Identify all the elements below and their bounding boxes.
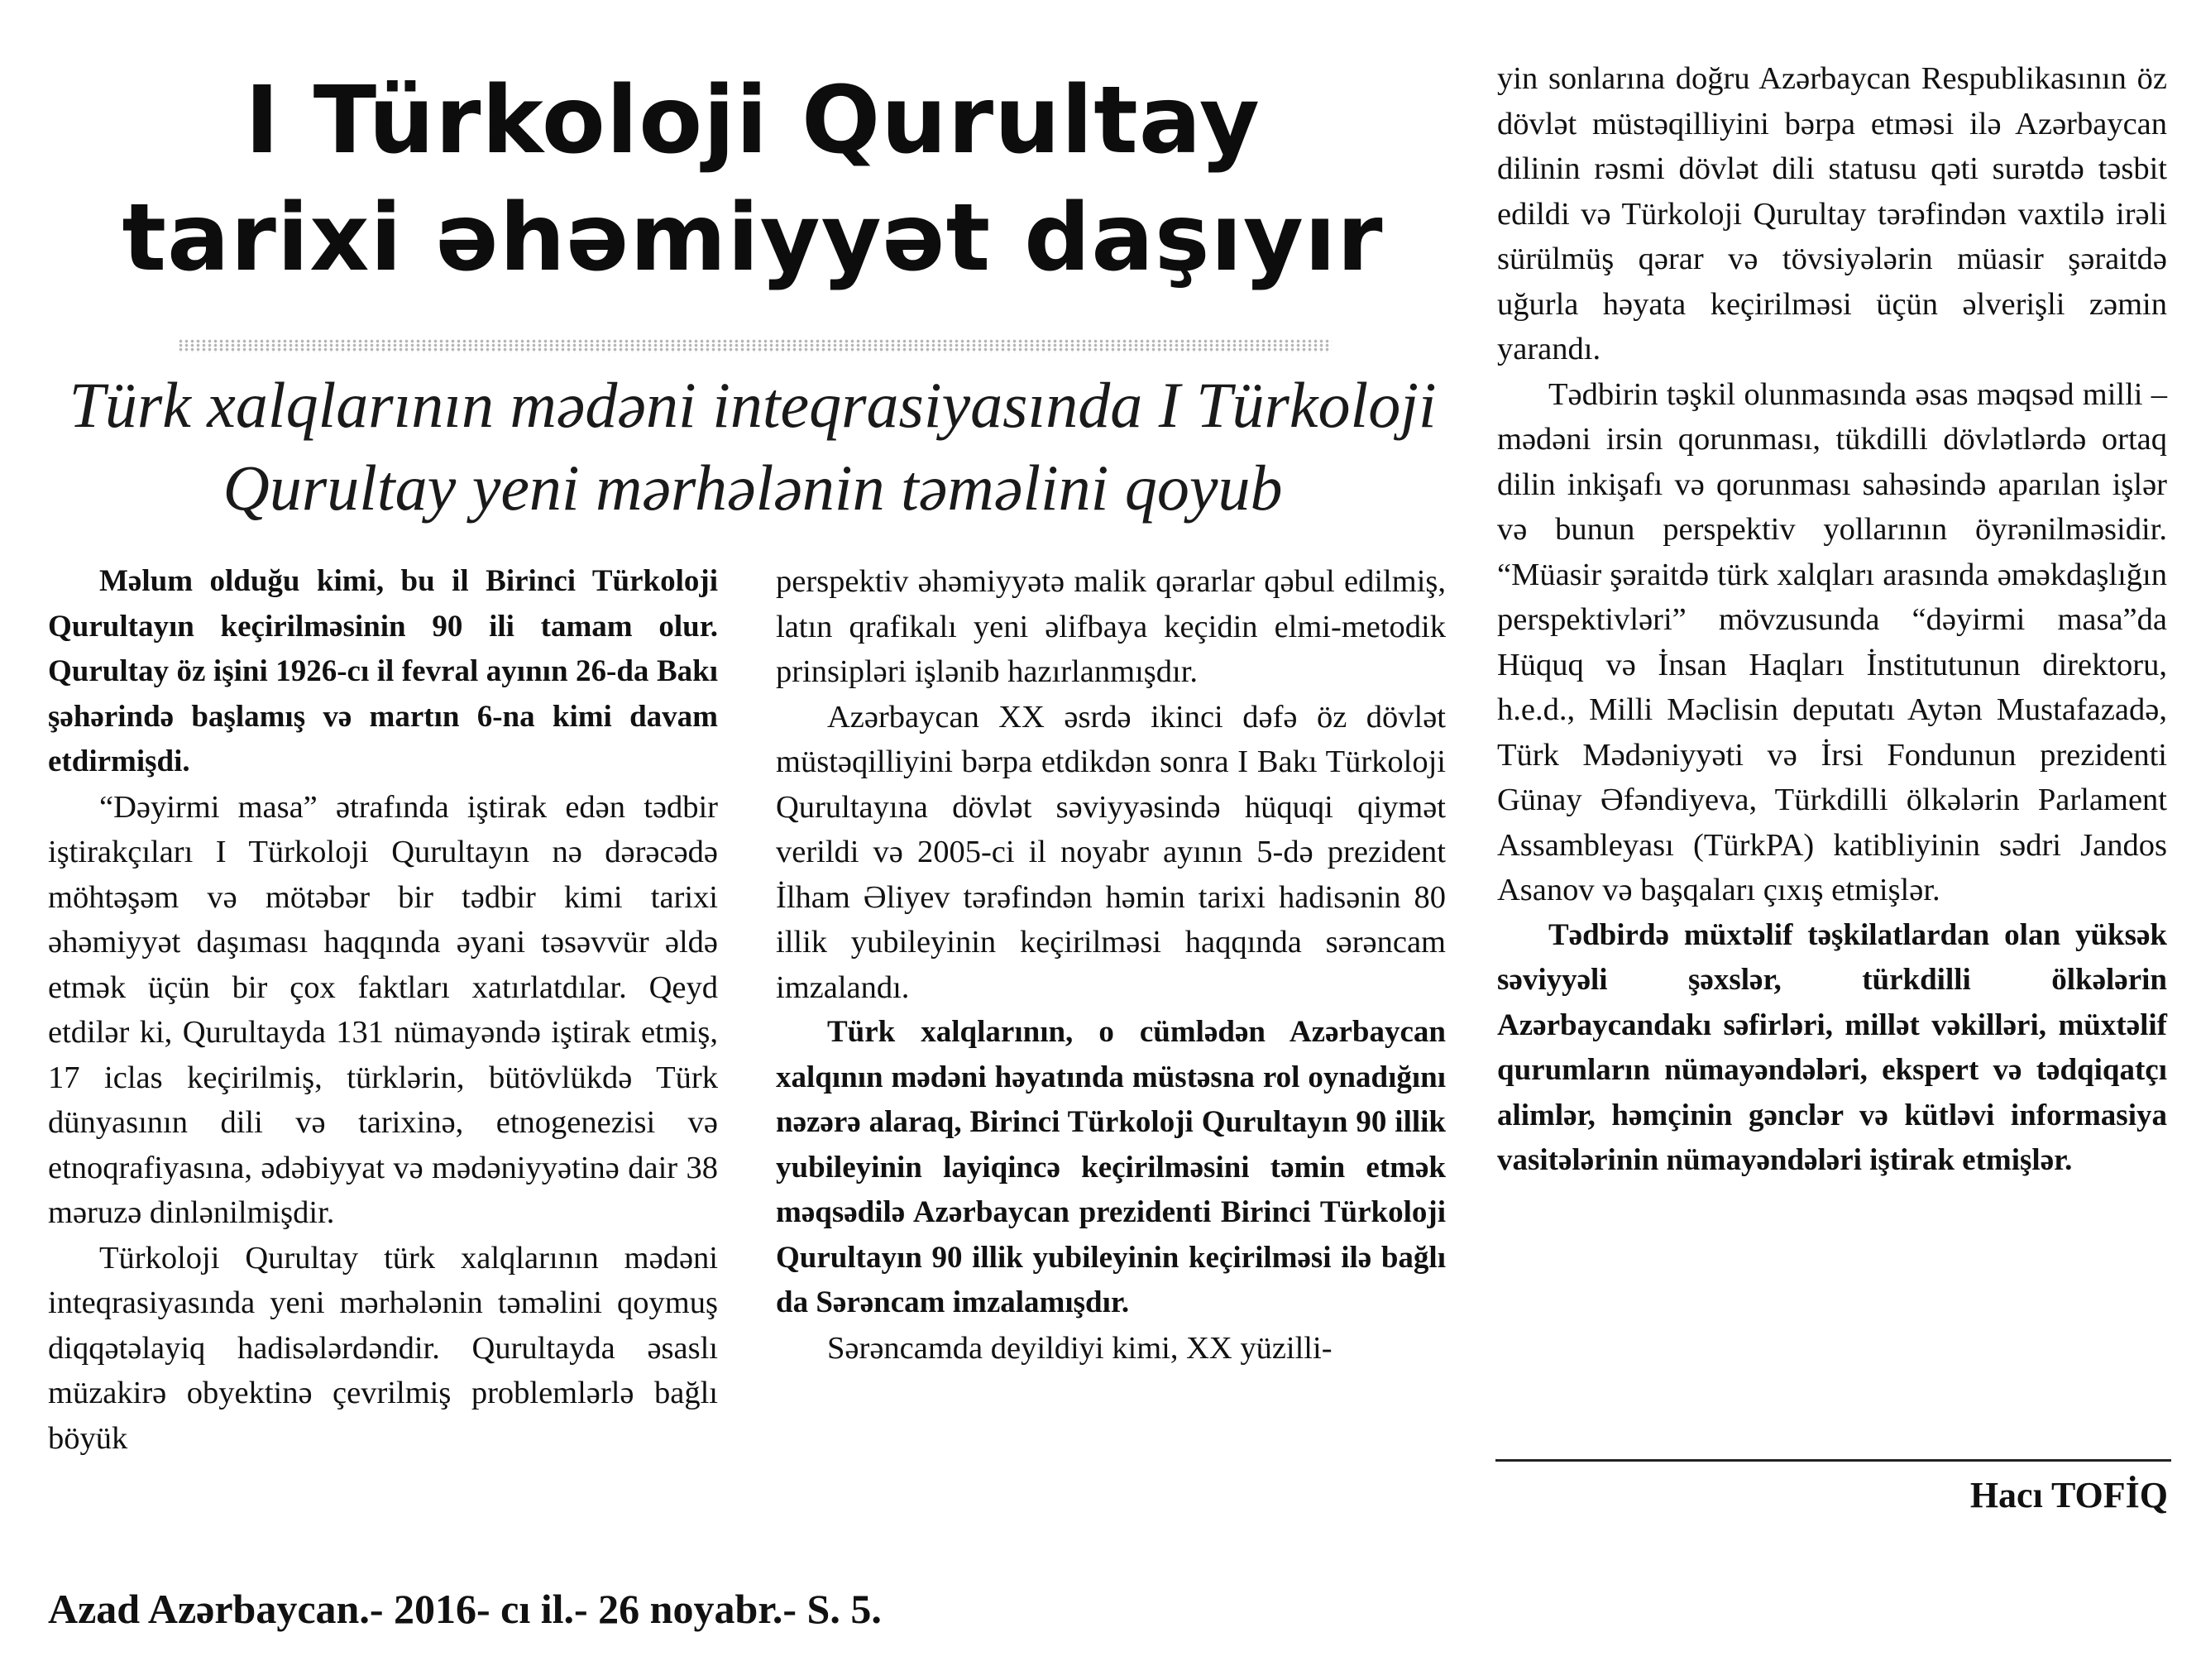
author-byline: Hacı TOFİQ xyxy=(1969,1475,2168,1515)
column-3-paragraph-1: yin sonlarına doğru Azərbaycan Respublikasının öz dövlət müstəqilliyini bərpa etməsi ilə Azərbaycan dilinin rəsmi dövlət dili statusu qəti surətdə təsbit edildi və Türkoloji Qurultay tərəfindən vaxtilə irəli sürülmüş qərar və tövsiyələrin müasir şəraitdə uğurla həyata keçirilməsi üçün əlverişli zəmin yarandı. xyxy=(1497,61,2167,366)
column-2-paragraph-3: Türk xalqlarının, o cümlədən Azərbaycan xalqının mədəni həyatında müstəsna rol oynadığını nəzərə alaraq, Birinci Türkoloji Qurultayın 90 illik yubileyinin layiqincə keçirilməsini təmin etmək məqsədilə Azərbaycan prezidenti Birinci Türkoloji Qurultayın 90 illik yubileyinin keçirilməsi ilə bağlı da Sərəncam imzalamışdır. xyxy=(776,1015,1446,1319)
column-3-paragraph-2: Tədbirin təşkil olunmasında əsas məqsəd milli – mədəni irsin qorunması, tükdilli dövlətlərdə ortaq dilin inkişafı və qorunması sahəsində aparılan işlər və bunun perspektiv yollarının öyrənilməsidir. “Müasir şəraitdə türk xalqları arasında əməkdaşlığın perspektivləri” mövzusunda “dəyirmi masa”da Hüquq və İnsan Haqları İnstitutunun direktoru, h.e.d., Milli Məclisin deputatı Aytən Mustafazadə, Türk Mədəniyyəti və İrsi Fondunun prezidenti Günay Əfəndiyeva, Türkdilli ölkələrin Parlament Assambleyası (TürkPA) katibliyinin sədri Jandos Asanov və başqaları çıxış etmişlər. xyxy=(1497,376,2167,907)
column-3-paragraph-3: Tədbirdə müxtəlif təşkilatlardan olan yüksək səviyyəli şəxslər, türkdilli ölkələrin Azərbaycandakı səfirləri, millət vəkilləri, müxtəlif qurumların nümayəndələri, ekspert və tədqiqatçı alimlər, həmçinin gənclər və kütləvi informasiya vasitələrinin nümayəndələri iştirak etmişlər. xyxy=(1497,917,2167,1177)
column-2-paragraph-2: Azərbaycan XX əsrdə ikinci dəfə öz dövlət müstəqilliyini bərpa etdikdən sonra I Bakı Türkoloji Qurultayına dövlət səviyyəsində hüquqi qiymət verildi və 2005-ci il noyabr ayının 5-də prezident İlham Əliyev tərəfindən həmin tarixi hadisənin 80 illik yubileyinin keçirilməsi haqqında sərəncam imzalandı. xyxy=(776,699,1446,1005)
author-divider xyxy=(1495,1459,2171,1462)
subtitle xyxy=(33,364,1472,529)
article-column-2 xyxy=(776,559,1446,1371)
subtitle-line-2: Qurultay yeni mərhələnin təməlini qoyub xyxy=(222,452,1283,524)
article-column-1 xyxy=(48,559,718,1461)
column-2-paragraph-1: perspektiv əhəmiyyətə malik qərarlar qəbul edilmiş, latın qrafikalı yeni əlifbaya keçidin elmi-metodik prinsipləri işlənib hazırlanmışdır. xyxy=(776,564,1446,689)
headline xyxy=(41,62,1464,297)
source-citation: Azad Azərbaycan.- 2016- cı il.- 26 noyabr.- S. 5. xyxy=(48,1586,882,1632)
column-1-paragraph-1: Məlum olduğu kimi, bu il Birinci Türkoloji Qurultayın keçirilməsinin 90 ili tamam olur. Qurultay öz işini 1926-cı il fevral ayının 26-da Bakı şəhərində başlamış və martın 6-na kimi davam etdirmişdi. xyxy=(48,564,718,778)
headline-line-1: I Türkoloji Qurultay xyxy=(245,67,1261,175)
column-2-paragraph-4: Sərəncamda deyildiyi kimi, XX yüzilli- xyxy=(827,1330,1333,1366)
column-1-paragraph-2: “Dəyirmi masa” ətrafında iştirak edən tədbir iştirakçıları I Türkoloji Qurultayın nə dərəcədə möhtəşəm və mötəbər bir tədbir kimi tarixi əhəmiyyət daşıması haqqında əyani təsəvvür əldə etmək üçün bir çox faktları xatırlatdılar. Qeyd etdilər ki, Qurultayda 131 nümayəndə iştirak etmiş, 17 iclas keçirilmiş, türklərin, bütövlükdə Türk dünyasının dili və tarixinə, etnogenezisi və etnoqrafiyasına, ədəbiyyat və mədəniyyətinə dair 38 məruzə dinlənilmişdir. xyxy=(48,789,718,1230)
article-column-3 xyxy=(1497,56,2167,1184)
column-1-paragraph-3: Türkoloji Qurultay türk xalqlarının mədəni inteqrasiyasında yeni mərhələnin təməlini qoymuş diqqətəlayiq hadisələrdəndir. Qurultayda əsaslı müzakirə obyektinə çevrilmiş problemlərlə bağlı böyük xyxy=(48,1240,718,1456)
headline-line-2: tarixi əhəmiyyət daşıyır xyxy=(122,184,1384,292)
dotted-divider xyxy=(178,339,1332,352)
subtitle-line-1: Türk xalqlarının mədəni inteqrasiyasında I Türkoloji xyxy=(69,369,1437,441)
